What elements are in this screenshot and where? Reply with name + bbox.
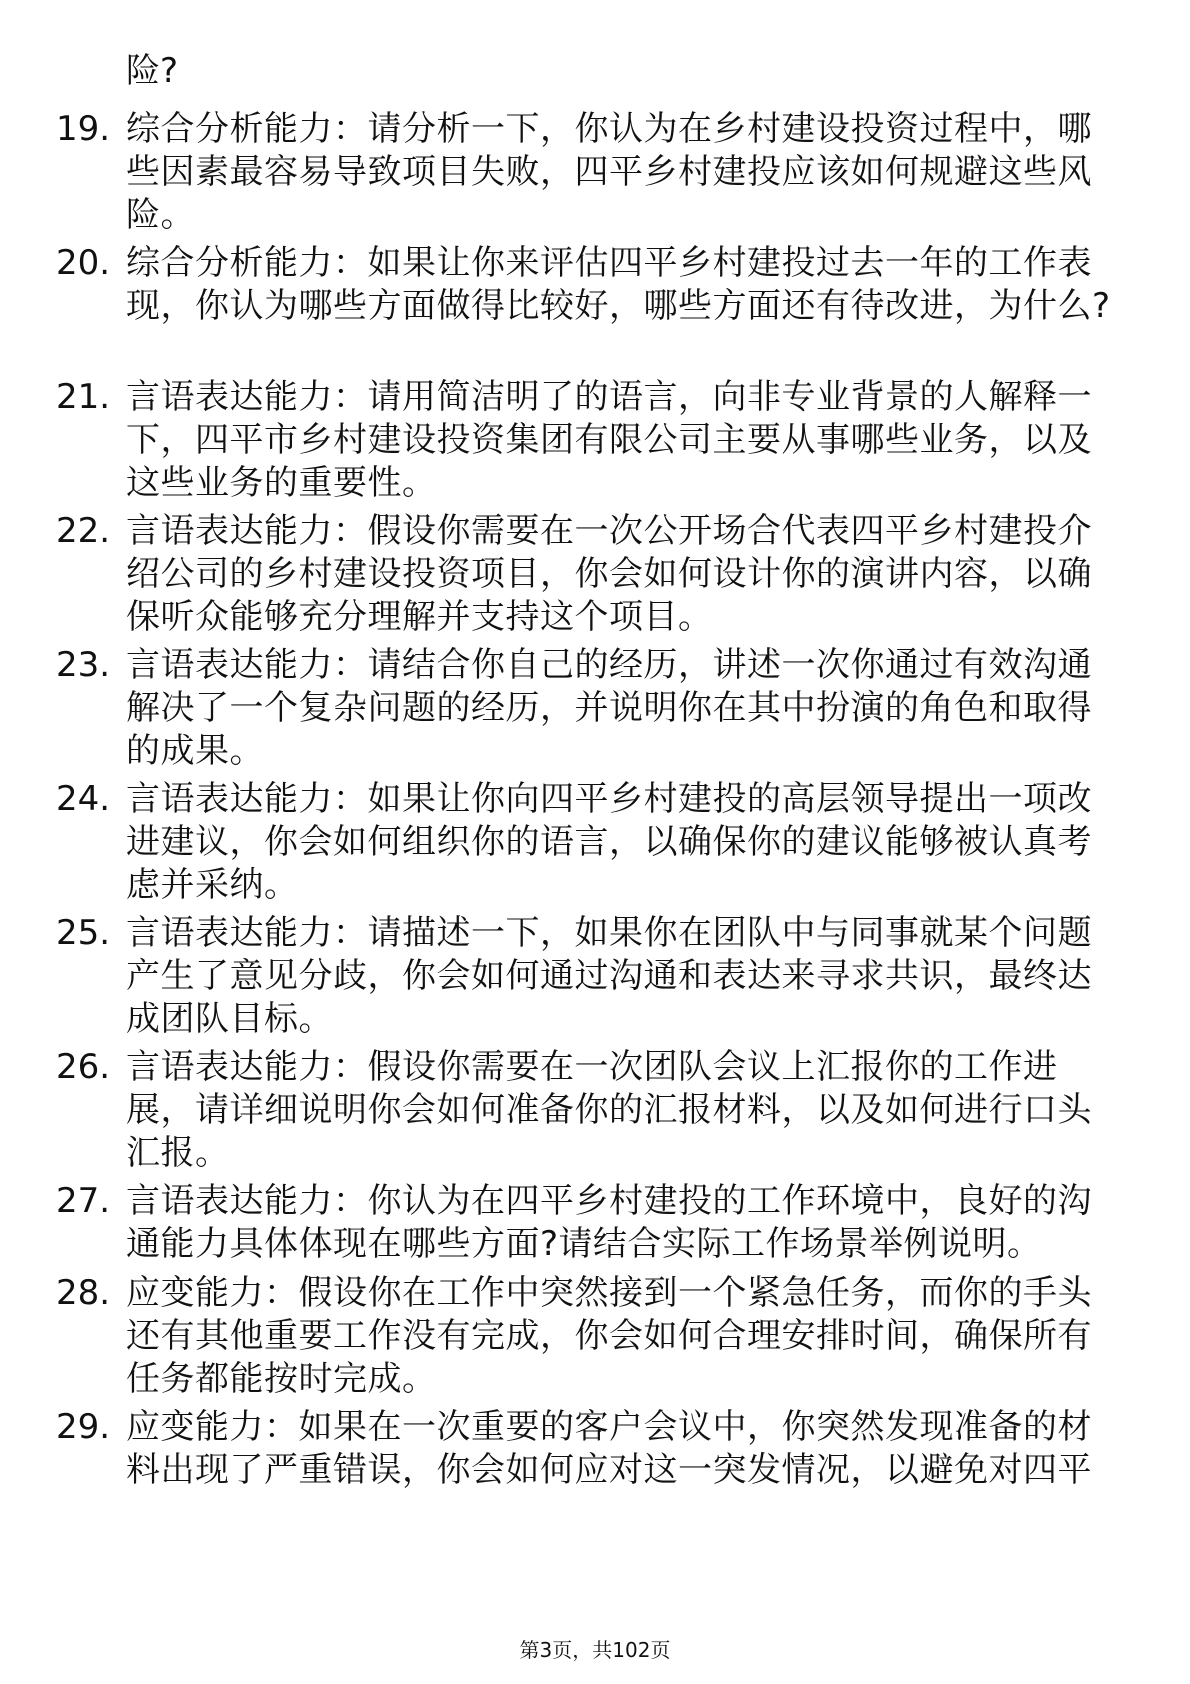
question-text: 言语表达能力：请结合你自己的经历，讲述一次你通过有效沟通解决了一个复杂问题的经历，并说明你在其中扮演的角色和取得的成果。 [126, 645, 1092, 771]
question-text: 应变能力：假设你在工作中突然接到一个紧急任务，而你的手头还有其他重要工作没有完成，你会如何合理安排时间，确保所有任务都能按时完成。 [126, 1273, 1092, 1399]
question-number: 22. [56, 511, 111, 551]
question-number: 27. [56, 1181, 111, 1221]
page-number-footer: 第3页，共102页 [519, 1638, 671, 1662]
question-text: 言语表达能力：请描述一下，如果你在团队中与同事就某个问题产生了意见分歧，你会如何通过沟通和表达来寻求共识，最终达成团队目标。 [126, 913, 1092, 1039]
question-text: 综合分析能力：如果让你来评估四平乡村建投过去一年的工作表现，你认为哪些方面做得比较好，哪些方面还有待改进，为什么? [126, 243, 1111, 326]
question-number: 29. [56, 1407, 111, 1447]
question-number: 25. [56, 913, 111, 953]
question-text: 言语表达能力：你认为在四平乡村建投的工作环境中，良好的沟通能力具体体现在哪些方面?请结合实际工作场景举例说明。 [126, 1181, 1092, 1264]
continued-text: 险? [126, 51, 179, 91]
question-text: 应变能力：如果在一次重要的客户会议中，你突然发现准备的材料出现了严重错误，你会如何应对这一突发情况，以避免对四平 [126, 1407, 1092, 1490]
question-text: 言语表达能力：如果让你向四平乡村建投的高层领导提出一项改进建议，你会如何组织你的语言，以确保你的建议能够被认真考虑并采纳。 [126, 779, 1092, 905]
question-number: 20. [56, 243, 111, 283]
question-text: 言语表达能力：请用简洁明了的语言，向非专业背景的人解释一下，四平市乡村建设投资集团有限公司主要从事哪些业务，以及这些业务的重要性。 [126, 377, 1092, 503]
question-text: 言语表达能力：假设你需要在一次团队会议上汇报你的工作进展，请详细说明你会如何准备你的汇报材料，以及如何进行口头汇报。 [126, 1047, 1092, 1173]
question-number: 23. [56, 645, 111, 685]
question-number: 28. [56, 1273, 111, 1313]
question-number: 26. [56, 1047, 111, 1087]
question-number: 21. [56, 377, 111, 417]
question-text: 综合分析能力：请分析一下，你认为在乡村建设投资过程中，哪些因素最容易导致项目失败，四平乡村建投应该如何规避这些风险。 [126, 109, 1092, 235]
question-number: 24. [56, 779, 111, 819]
question-number: 19. [56, 109, 111, 149]
question-text: 言语表达能力：假设你需要在一次公开场合代表四平乡村建投介绍公司的乡村建设投资项目，你会如何设计你的演讲内容，以确保听众能够充分理解并支持这个项目。 [126, 511, 1092, 637]
